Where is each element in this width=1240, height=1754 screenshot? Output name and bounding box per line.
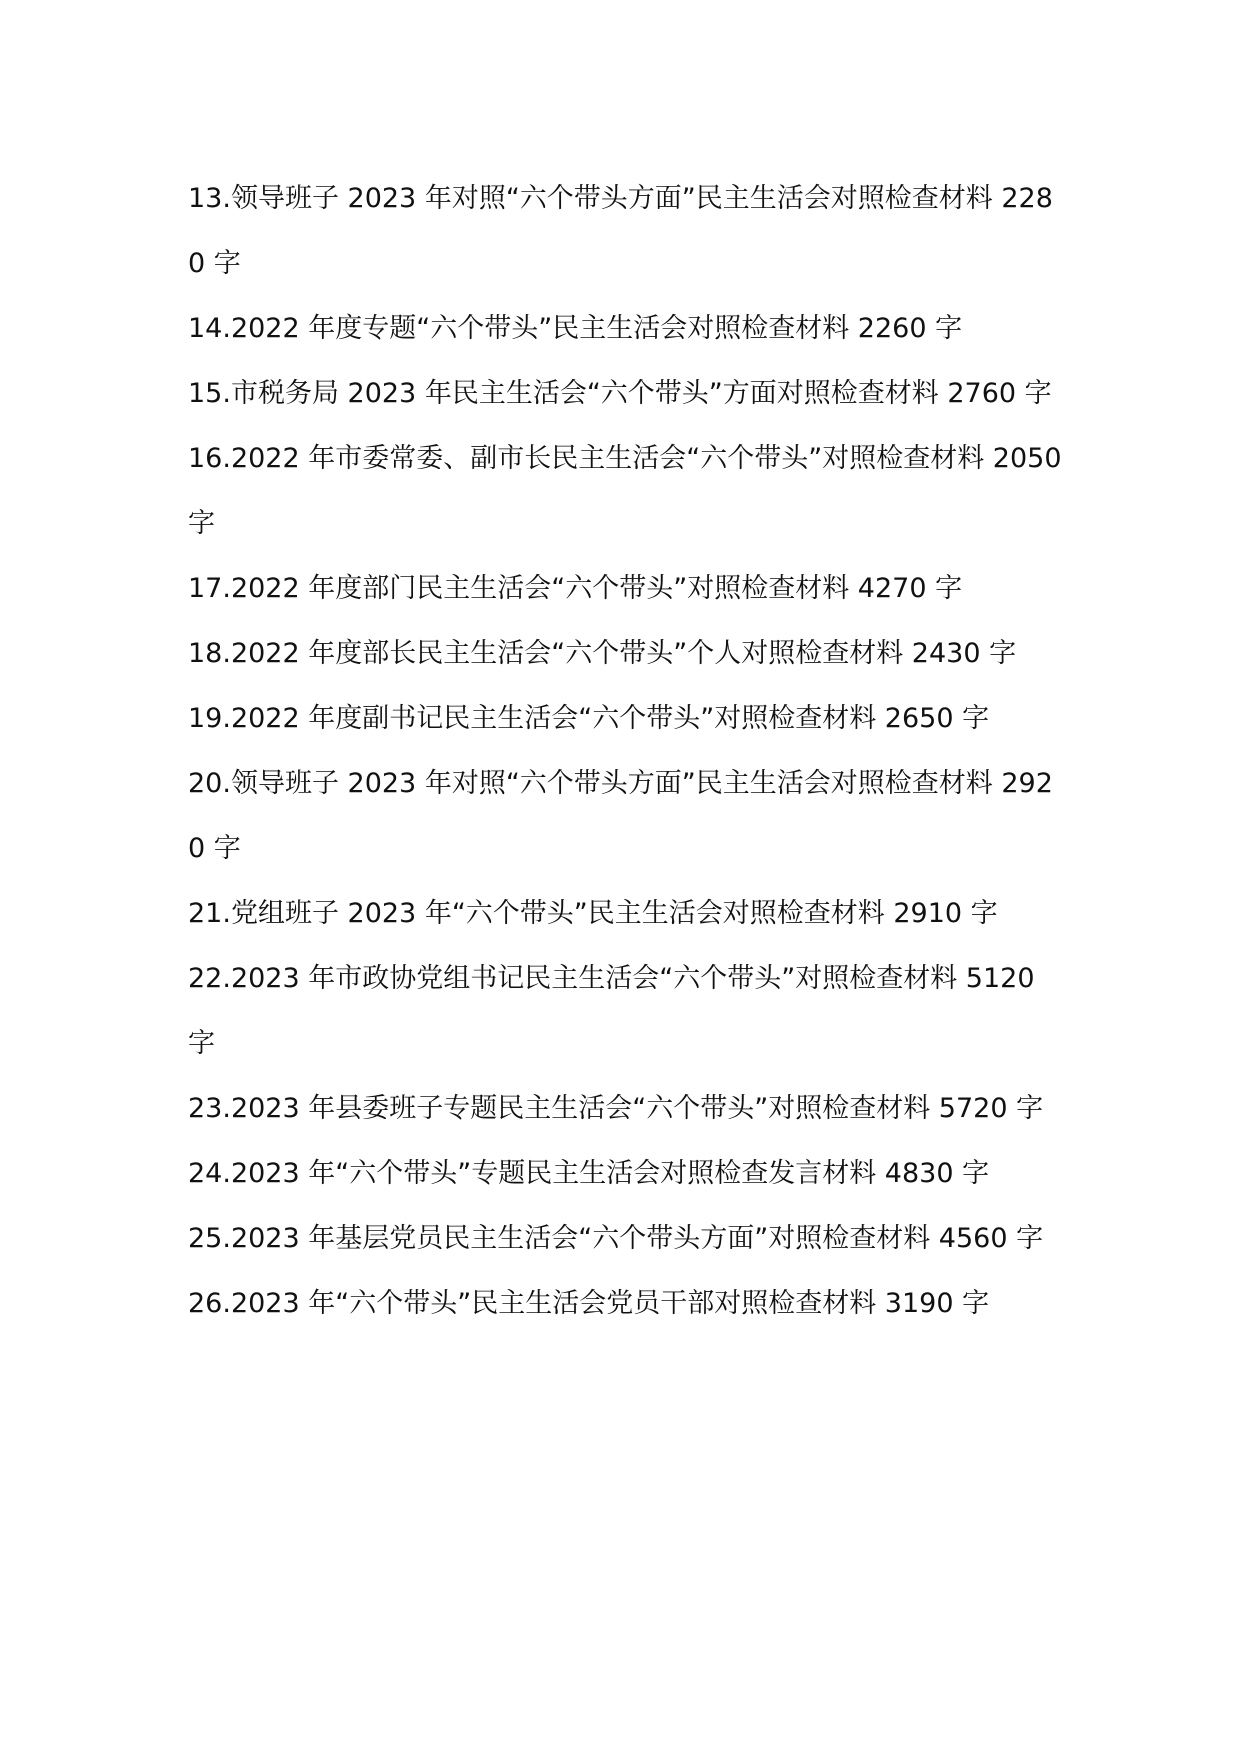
list-item: 26.2023 年“六个带头”民主生活会党员干部对照检查材料 3190 字: [188, 1288, 990, 1319]
list-item: 18.2022 年度部长民主生活会“六个带头”个人对照检查材料 2430 字: [188, 638, 1017, 669]
list-item: 20.领导班子 2023 年对照“六个带头方面”民主生活会对照检查材料 2920 字: [188, 768, 1053, 864]
list-item: 23.2023 年县委班子专题民主生活会“六个带头”对照检查材料 5720 字: [188, 1093, 1044, 1124]
list-item: 21.党组班子 2023 年“六个带头”民主生活会对照检查材料 2910 字: [188, 898, 998, 929]
list-item: 19.2022 年度副书记民主生活会“六个带头”对照检查材料 2650 字: [188, 703, 990, 734]
document-list: [188, 166, 1068, 1336]
list-item: 14.2022 年度专题“六个带头”民主生活会对照检查材料 2260 字: [188, 313, 963, 344]
list-item: 15.市税务局 2023 年民主生活会“六个带头”方面对照检查材料 2760 字: [188, 378, 1052, 409]
list-item: 13.领导班子 2023 年对照“六个带头方面”民主生活会对照检查材料 2280 字: [188, 183, 1053, 279]
list-item: 22.2023 年市政协党组书记民主生活会“六个带头”对照检查材料 5120 字: [188, 963, 1035, 1059]
list-item: 25.2023 年基层党员民主生活会“六个带头方面”对照检查材料 4560 字: [188, 1223, 1044, 1254]
list-item: 17.2022 年度部门民主生活会“六个带头”对照检查材料 4270 字: [188, 573, 963, 604]
list-item: 16.2022 年市委常委、副市长民主生活会“六个带头”对照检查材料 2050 字: [188, 443, 1062, 539]
list-item: 24.2023 年“六个带头”专题民主生活会对照检查发言材料 4830 字: [188, 1158, 990, 1189]
